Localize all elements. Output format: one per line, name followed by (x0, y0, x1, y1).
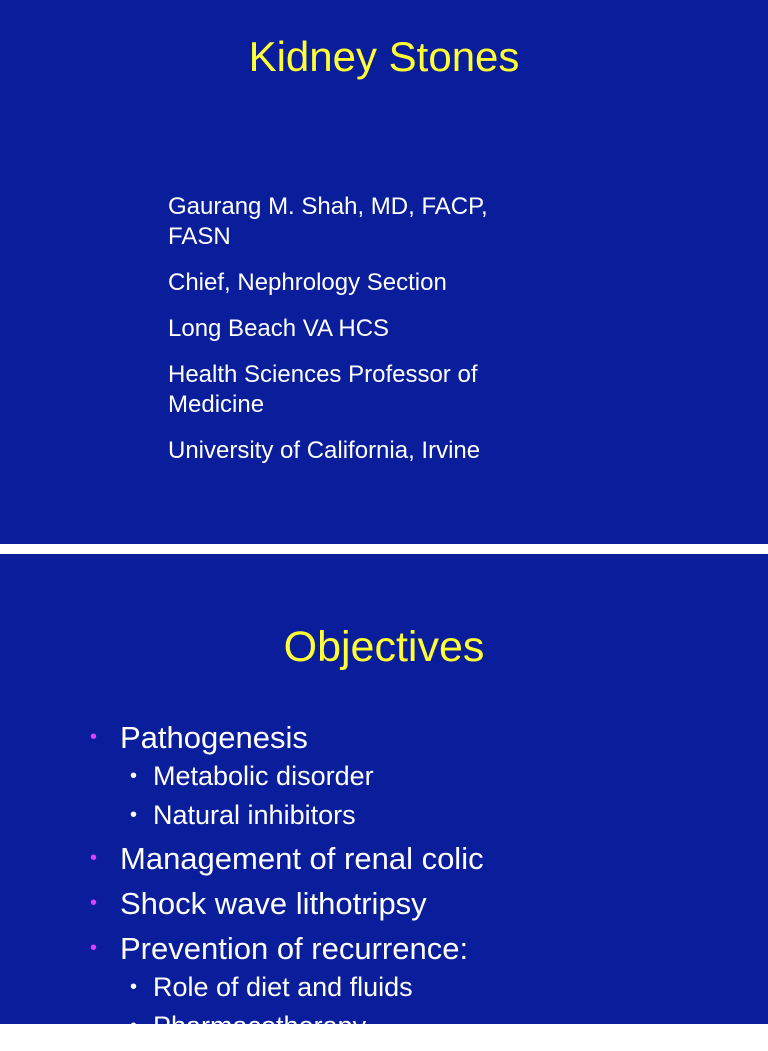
bullet-dot-icon: • (90, 892, 98, 914)
bullet-dot-icon: • (90, 937, 98, 959)
slide-objectives-page (0, 554, 768, 1041)
author-university: University of California, Irvine (168, 437, 481, 464)
list-item (88, 885, 748, 922)
sub-bullet-label: Pharmacotherapy (153, 1011, 367, 1041)
list-item (88, 719, 748, 832)
list-item (88, 930, 748, 1043)
sub-bullet-label: Role of diet and fluids (153, 972, 413, 1002)
objectives-list (88, 719, 748, 1051)
bullet-label: Pathogenesis (120, 720, 308, 755)
sub-list (120, 759, 748, 832)
bullet-label: Shock wave lithotripsy (120, 886, 427, 921)
sub-bullet-dot-icon: • (130, 976, 138, 998)
author-info (168, 192, 528, 482)
bullet-dot-icon: • (90, 726, 98, 748)
sub-list-item (120, 970, 748, 1004)
bullet-label: Prevention of recurrence: (120, 931, 469, 966)
sub-list-item (120, 759, 748, 793)
sub-bullet-label: Natural inhibitors (153, 800, 356, 830)
author-institution: Long Beach VA HCS (168, 315, 390, 342)
author-professorship: Health Sciences Professor of Medicine (168, 361, 478, 418)
slide-title: Kidney Stones (248, 33, 520, 80)
sub-bullet-dot-icon: • (130, 804, 138, 826)
sub-list-item (120, 798, 748, 832)
bullet-label: Management of renal colic (120, 841, 484, 876)
bullet-dot-icon: • (90, 847, 98, 869)
sub-bullet-label: Metabolic disorder (153, 761, 374, 791)
list-item (88, 840, 748, 877)
sub-bullet-dot-icon: • (130, 1015, 138, 1037)
sub-bullet-dot-icon: • (130, 765, 138, 787)
slide-title: Objectives (283, 623, 485, 671)
author-name: Gaurang M. Shah, MD, FACP, FASN (168, 193, 488, 250)
author-position: Chief, Nephrology Section (168, 269, 447, 296)
sub-list (120, 970, 748, 1043)
sub-list-item (120, 1009, 748, 1043)
